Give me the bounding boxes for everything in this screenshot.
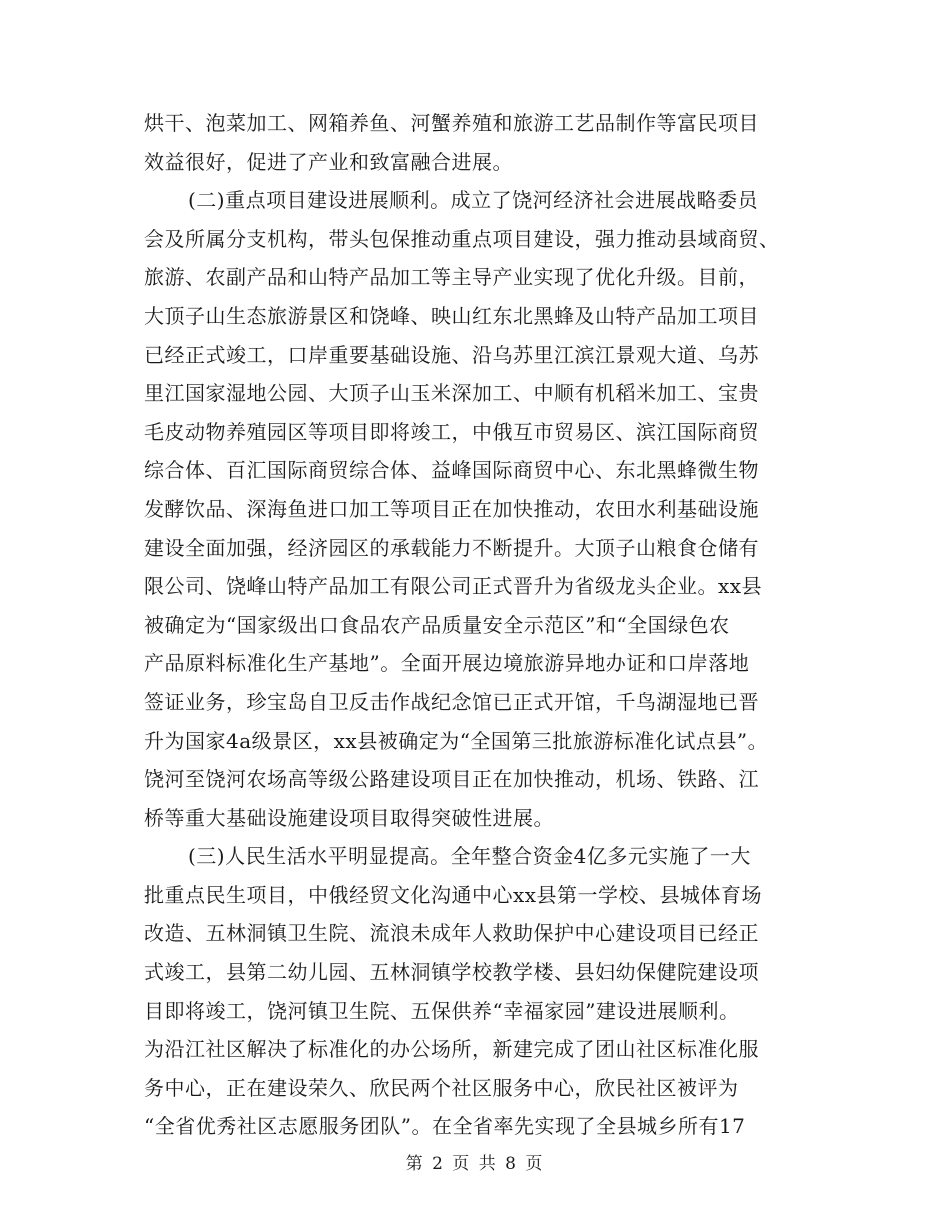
paragraph-start-line: (二)重点项目建设进展顺利。成立了饶河经济社会进展战略委员 (188, 188, 759, 213)
text-line: 被确定为“国家级出口食品农产品质量安全示范区”和“全国绿色农 (144, 612, 730, 637)
body-text (144, 104, 824, 1146)
text-line: 大顶子山生态旅游景区和饶峰、映山红东北黑蜂及山特产品加工项目 (144, 303, 759, 328)
text-line: 发酵饮品、深海鱼进口加工等项目正在加快推动，农田水利基础设施 (144, 496, 759, 521)
text-line: 效益很好，促进了产业和致富融合进展。 (144, 149, 513, 174)
text-line: 里江国家湿地公园、大顶子山玉米深加工、中顺有机稻米加工、宝贵 (144, 381, 759, 406)
text-line: 签证业务，珍宝岛自卫反击作战纪念馆已正式开馆，千鸟湖湿地已晋 (144, 689, 759, 714)
text-line: 式竣工，县第二幼儿园、五林洞镇学校教学楼、县妇幼保健院建设项 (144, 960, 759, 985)
text-line: 目即将竣工，饶河镇卫生院、五保供养“幸福家园”建设进展顺利。 (144, 998, 740, 1023)
text-line: 升为国家4a级景区，xx县被确定为“全国第三批旅游标准化试点县”。 (144, 728, 769, 753)
text-line: 改造、五林洞镇卫生院、流浪未成年人救助保护中心建设项目已经正 (144, 921, 759, 946)
page-number-footer: 第 2 页 共 8 页 (405, 1154, 545, 1174)
text-line: “全省优秀社区志愿服务团队”。在全省率先实现了全县城乡所有17 (144, 1114, 746, 1139)
text-line: 为沿江社区解决了标准化的办公场所，新建完成了团山社区标准化服 (144, 1037, 759, 1062)
text-line: 烘干、泡菜加工、网箱养鱼、河蟹养殖和旅游工艺品制作等富民项目 (144, 111, 759, 135)
text-line: 会及所属分支机构，带头包保推动重点项目建设，强力推动县域商贸、 (144, 226, 780, 251)
text-line: 务中心，正在建设荣久、欣民两个社区服务中心，欣民社区被评为 (144, 1075, 739, 1100)
text-line: 限公司、饶峰山特产品加工有限公司正式晋升为省级龙头企业。xx县 (144, 574, 763, 599)
text-line: 旅游、农副产品和山特产品加工等主导产业实现了优化升级。目前， (144, 265, 759, 290)
text-line: 建设全面加强，经济园区的承载能力不断提升。大顶子山粮食仓储有 (144, 535, 759, 560)
text-line: 毛皮动物养殖园区等项目即将竣工，中俄互市贸易区、滨江国际商贸 (144, 419, 759, 444)
text-line: 批重点民生项目，中俄经贸文化沟通中心xx县第一学校、县城体育场 (144, 882, 763, 907)
text-line: 综合体、百汇国际商贸综合体、益峰国际商贸中心、东北黑蜂微生物 (144, 458, 759, 483)
paragraph-start-line: (三)人民生活水平明显提高。全年整合资金4亿多元实施了一大 (188, 844, 751, 869)
text-line: 饶河至饶河农场高等级公路建设项目正在加快推动，机场、铁路、江 (144, 767, 759, 792)
text-line: 已经正式竣工，口岸重要基础设施、沿乌苏里江滨江景观大道、乌苏 (144, 342, 759, 367)
text-line: 产品原料标准化生产基地”。全面开展边境旅游异地办证和口岸落地 (144, 651, 750, 676)
text-line: 桥等重大基础设施建设项目取得突破性进展。 (144, 805, 554, 830)
